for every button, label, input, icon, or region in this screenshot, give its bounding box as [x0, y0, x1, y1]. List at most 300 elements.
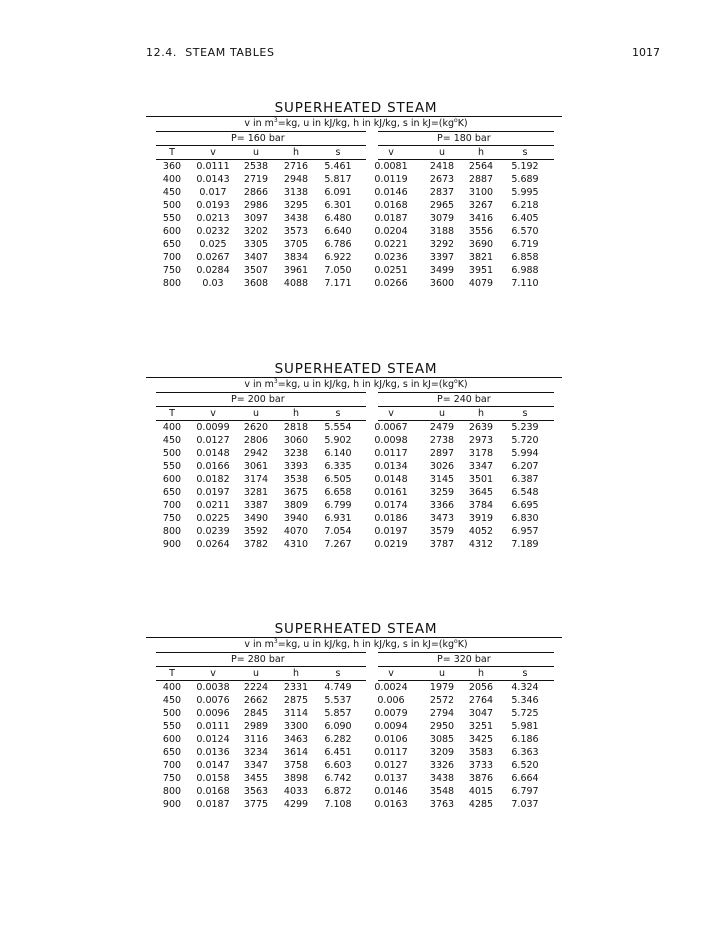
steam-table-block [146, 621, 562, 822]
table-cell: 0.0204 [374, 226, 408, 237]
right-pressure-label: P= 180 bar [437, 133, 491, 144]
table-cell: 3347 [468, 461, 494, 472]
table-cell: 3600 [429, 278, 455, 289]
table-cell: 2837 [429, 187, 455, 198]
table-cell: 0.0079 [374, 708, 408, 719]
table-cell: 0.0239 [196, 526, 230, 537]
table-cell: 0.0264 [196, 539, 230, 550]
table-cell: 2418 [429, 161, 455, 172]
table-cell: 6.091 [324, 187, 352, 198]
column-header: u [252, 408, 260, 419]
table-cell: 3758 [283, 760, 309, 771]
table-cell: 0.0024 [374, 682, 408, 693]
table-cell: 0.0197 [374, 526, 408, 537]
table-cell: 3473 [429, 513, 455, 524]
table-title: SUPERHEATED STEAM [274, 100, 438, 116]
table-area [146, 130, 562, 301]
units-text: K) [457, 379, 468, 390]
table-cell: 3782 [243, 539, 269, 550]
table-row [146, 681, 562, 694]
column-header: h [477, 147, 485, 158]
table-cell: 2764 [468, 695, 494, 706]
table-row [146, 199, 562, 212]
units-text: =kg, u in kJ/kg, h in kJ/kg, s in kJ=(kg [277, 639, 455, 650]
table-cell: 0.0161 [374, 487, 408, 498]
table-cell: 500 [162, 448, 182, 459]
table-area [146, 391, 562, 562]
table-cell: 550 [162, 213, 182, 224]
table-cell: 0.0117 [374, 448, 408, 459]
table-cell: 7.189 [511, 539, 539, 550]
table-cell: 2806 [243, 435, 269, 446]
table-cell: 3174 [243, 474, 269, 485]
table-cell: 2942 [243, 448, 269, 459]
units-superscript: o [454, 638, 458, 645]
table-cell: 0.0148 [374, 474, 408, 485]
table-cell: 3209 [429, 747, 455, 758]
table-cell: 0.0127 [374, 760, 408, 771]
table-cell: 2662 [243, 695, 269, 706]
table-cell: 7.171 [324, 278, 352, 289]
table-cell: 0.0099 [196, 422, 230, 433]
table-cell: 0.0148 [196, 448, 230, 459]
table-cell: 3326 [429, 760, 455, 771]
table-cell: 3259 [429, 487, 455, 498]
table-cell: 6.786 [324, 239, 352, 250]
table-cell: 3940 [283, 513, 309, 524]
left-pressure-label: P= 160 bar [231, 133, 285, 144]
units-text: v in m [244, 118, 274, 129]
column-header: u [438, 668, 446, 679]
table-cell: 3407 [243, 252, 269, 263]
section-number: 12.4. [146, 46, 177, 59]
table-cell: 0.0158 [196, 773, 230, 784]
table-cell: 3733 [468, 760, 494, 771]
table-cell: 2986 [243, 200, 269, 211]
table-row [146, 160, 562, 173]
table-cell: 0.006 [377, 695, 405, 706]
table-cell: 3416 [468, 213, 494, 224]
table-cell: 3614 [283, 747, 309, 758]
table-title: SUPERHEATED STEAM [274, 621, 438, 637]
table-cell: 6.658 [324, 487, 352, 498]
table-cell: 3675 [283, 487, 309, 498]
table-cell: 6.922 [324, 252, 352, 263]
table-cell: 5.689 [511, 174, 539, 185]
table-cell: 2794 [429, 708, 455, 719]
table-cell: 0.0076 [196, 695, 230, 706]
table-cell: 3425 [468, 734, 494, 745]
table-cell: 4310 [283, 539, 309, 550]
table-cell: 4299 [283, 799, 309, 810]
table-cell: 3251 [468, 721, 494, 732]
table-row [146, 212, 562, 225]
left-pressure-label: P= 280 bar [231, 654, 285, 665]
table-cell: 4070 [283, 526, 309, 537]
table-cell: 3787 [429, 539, 455, 550]
table-cell: 2224 [243, 682, 269, 693]
table-cell: 750 [162, 265, 182, 276]
table-cell: 0.0174 [374, 500, 408, 511]
column-header: s [335, 408, 341, 419]
table-cell: 2950 [429, 721, 455, 732]
table-cell: 3608 [243, 278, 269, 289]
table-cell: 6.570 [511, 226, 539, 237]
table-cell: 5.857 [324, 708, 352, 719]
table-cell: 0.0219 [374, 539, 408, 550]
units-superscript: 3 [273, 117, 278, 124]
table-cell: 2818 [283, 422, 309, 433]
table-cell: 0.0251 [374, 265, 408, 276]
units-text: K) [457, 639, 468, 650]
table-cell: 7.108 [324, 799, 352, 810]
column-header: T [169, 668, 175, 679]
table-cell: 3387 [243, 500, 269, 511]
table-cell: 6.520 [511, 760, 539, 771]
table-row [146, 225, 562, 238]
table-row [146, 421, 562, 434]
table-cell: 0.0166 [196, 461, 230, 472]
table-row [146, 173, 562, 186]
table-cell: 5.346 [511, 695, 539, 706]
table-cell: 0.0193 [196, 200, 230, 211]
table-cell: 5.725 [511, 708, 539, 719]
table-row [146, 733, 562, 746]
table-cell: 3951 [468, 265, 494, 276]
table-cell: 0.0266 [374, 278, 408, 289]
table-cell: 2875 [283, 695, 309, 706]
running-head [146, 46, 660, 59]
table-cell: 3834 [283, 252, 309, 263]
column-header: h [477, 668, 485, 679]
table-cell: 0.025 [199, 239, 227, 250]
column-header: s [335, 668, 341, 679]
table-cell: 600 [162, 226, 182, 237]
table-cell: 0.0081 [374, 161, 408, 172]
table-cell: 3026 [429, 461, 455, 472]
table-cell: 6.186 [511, 734, 539, 745]
column-header: s [522, 408, 528, 419]
table-cell: 750 [162, 773, 182, 784]
table-cell: 3438 [283, 213, 309, 224]
table-cell: 3305 [243, 239, 269, 250]
table-cell: 2989 [243, 721, 269, 732]
column-header: u [438, 147, 446, 158]
table-cell: 4033 [283, 786, 309, 797]
table-cell: 0.0147 [196, 760, 230, 771]
table-cell: 3705 [283, 239, 309, 250]
table-cell: 3821 [468, 252, 494, 263]
table-cell: 3501 [468, 474, 494, 485]
units-line [146, 117, 562, 130]
table-cell: 4.324 [511, 682, 539, 693]
table-cell: 2887 [468, 174, 494, 185]
table-cell: 4312 [468, 539, 494, 550]
table-cell: 0.0096 [196, 708, 230, 719]
table-row [146, 707, 562, 720]
table-cell: 600 [162, 734, 182, 745]
table-cell: 3202 [243, 226, 269, 237]
table-cell: 0.0187 [196, 799, 230, 810]
table-cell: 6.988 [511, 265, 539, 276]
table-cell: 6.505 [324, 474, 352, 485]
units-superscript: 3 [273, 378, 278, 385]
table-cell: 0.0232 [196, 226, 230, 237]
table-cell: 0.0221 [374, 239, 408, 250]
table-cell: 3556 [468, 226, 494, 237]
table-cell: 700 [162, 252, 182, 263]
column-header: s [335, 147, 341, 158]
units-text: =kg, u in kJ/kg, h in kJ/kg, s in kJ=(kg [277, 118, 455, 129]
table-cell: 0.0111 [196, 161, 230, 172]
column-header: s [522, 668, 528, 679]
table-cell: 3583 [468, 747, 494, 758]
table-cell: 0.0038 [196, 682, 230, 693]
table-cell: 4.749 [324, 682, 352, 693]
table-row [146, 694, 562, 707]
table-cell: 3490 [243, 513, 269, 524]
table-row [146, 538, 562, 551]
table-cell: 5.239 [511, 422, 539, 433]
table-cell: 0.0187 [374, 213, 408, 224]
units-superscript: 3 [273, 638, 278, 645]
left-pressure-label: P= 200 bar [231, 394, 285, 405]
table-cell: 0.0098 [374, 435, 408, 446]
table-cell: 3138 [283, 187, 309, 198]
table-cell: 5.994 [511, 448, 539, 459]
table-cell: 800 [162, 526, 182, 537]
table-cell: 2845 [243, 708, 269, 719]
table-cell: 800 [162, 278, 182, 289]
table-cell: 3347 [243, 760, 269, 771]
table-cell: 3366 [429, 500, 455, 511]
table-cell: 3463 [283, 734, 309, 745]
table-cell: 6.640 [324, 226, 352, 237]
table-cell: 400 [162, 174, 182, 185]
table-row [146, 512, 562, 525]
table-cell: 3784 [468, 500, 494, 511]
table-cell: 450 [162, 187, 182, 198]
table-cell: 4079 [468, 278, 494, 289]
table-cell: 6.090 [324, 721, 352, 732]
table-cell: 0.0117 [374, 747, 408, 758]
table-cell: 6.830 [511, 513, 539, 524]
table-cell: 0.0106 [374, 734, 408, 745]
table-cell: 0.017 [199, 187, 227, 198]
table-cell: 3234 [243, 747, 269, 758]
table-cell: 2948 [283, 174, 309, 185]
units-text: v in m [244, 379, 274, 390]
units-text: v in m [244, 639, 274, 650]
section-title: STEAM TABLES [185, 46, 275, 59]
table-cell: 2965 [429, 200, 455, 211]
table-cell: 550 [162, 721, 182, 732]
table-cell: 6.957 [511, 526, 539, 537]
table-cell: 4015 [468, 786, 494, 797]
table-row [146, 251, 562, 264]
table-row [146, 473, 562, 486]
table-cell: 6.858 [511, 252, 539, 263]
table-cell: 2572 [429, 695, 455, 706]
table-cell: 0.0182 [196, 474, 230, 485]
table-row [146, 434, 562, 447]
table-cell: 3438 [429, 773, 455, 784]
table-cell: 0.0267 [196, 252, 230, 263]
table-cell: 500 [162, 708, 182, 719]
table-cell: 3919 [468, 513, 494, 524]
table-cell: 0.0197 [196, 487, 230, 498]
table-cell: 2479 [429, 422, 455, 433]
column-header: v [210, 668, 216, 679]
table-cell: 3455 [243, 773, 269, 784]
table-cell: 700 [162, 500, 182, 511]
column-header: T [169, 408, 175, 419]
table-row [146, 460, 562, 473]
table-cell: 6.301 [324, 200, 352, 211]
table-cell: 3548 [429, 786, 455, 797]
column-header: u [252, 668, 260, 679]
table-cell: 0.0119 [374, 174, 408, 185]
table-cell: 0.03 [202, 278, 224, 289]
table-cell: 3295 [283, 200, 309, 211]
table-cell: 5.995 [511, 187, 539, 198]
table-cell: 400 [162, 422, 182, 433]
table-cell: 3507 [243, 265, 269, 276]
table-cell: 3060 [283, 435, 309, 446]
table-title: SUPERHEATED STEAM [274, 361, 438, 377]
table-row [146, 772, 562, 785]
table-cell: 6.140 [324, 448, 352, 459]
table-row [146, 785, 562, 798]
table-cell: 7.037 [511, 799, 539, 810]
table-cell: 0.0211 [196, 500, 230, 511]
units-line [146, 638, 562, 651]
table-cell: 2716 [283, 161, 309, 172]
table-cell: 0.0213 [196, 213, 230, 224]
table-row [146, 277, 562, 290]
table-row [146, 238, 562, 251]
table-cell: 3061 [243, 461, 269, 472]
column-header: h [477, 408, 485, 419]
table-cell: 3690 [468, 239, 494, 250]
table-cell: 6.664 [511, 773, 539, 784]
table-cell: 0.0163 [374, 799, 408, 810]
table-cell: 6.480 [324, 213, 352, 224]
column-header: h [292, 668, 300, 679]
table-row [146, 798, 562, 811]
table-cell: 500 [162, 200, 182, 211]
table-row [146, 499, 562, 512]
table-cell: 3563 [243, 786, 269, 797]
table-cell: 5.902 [324, 435, 352, 446]
table-cell: 3292 [429, 239, 455, 250]
table-cell: 6.719 [511, 239, 539, 250]
table-cell: 3097 [243, 213, 269, 224]
steam-table-block [146, 361, 562, 562]
table-cell: 2639 [468, 422, 494, 433]
column-header: v [388, 668, 394, 679]
table-cell: 3809 [283, 500, 309, 511]
table-cell: 3592 [243, 526, 269, 537]
table-cell: 4052 [468, 526, 494, 537]
table-cell: 0.0136 [196, 747, 230, 758]
table-row [146, 447, 562, 460]
table-cell: 5.192 [511, 161, 539, 172]
table-cell: 900 [162, 539, 182, 550]
table-cell: 5.461 [324, 161, 352, 172]
table-cell: 450 [162, 695, 182, 706]
table-cell: 6.207 [511, 461, 539, 472]
table-cell: 0.0067 [374, 422, 408, 433]
table-cell: 3300 [283, 721, 309, 732]
table-cell: 3238 [283, 448, 309, 459]
table-cell: 6.363 [511, 747, 539, 758]
table-cell: 3267 [468, 200, 494, 211]
table-cell: 6.872 [324, 786, 352, 797]
right-pressure-label: P= 320 bar [437, 654, 491, 665]
table-cell: 650 [162, 239, 182, 250]
table-row [146, 264, 562, 277]
units-text: =kg, u in kJ/kg, h in kJ/kg, s in kJ=(kg [277, 379, 455, 390]
table-cell: 3100 [468, 187, 494, 198]
page-number: 1017 [632, 46, 660, 59]
table-cell: 3775 [243, 799, 269, 810]
column-header: u [252, 147, 260, 158]
table-row [146, 720, 562, 733]
table-cell: 0.0134 [374, 461, 408, 472]
table-row [146, 486, 562, 499]
table-area [146, 651, 562, 822]
table-cell: 0.0186 [374, 513, 408, 524]
table-cell: 3763 [429, 799, 455, 810]
table-row [146, 746, 562, 759]
table-cell: 2056 [468, 682, 494, 693]
table-cell: 450 [162, 435, 182, 446]
table-cell: 3645 [468, 487, 494, 498]
table-cell: 4088 [283, 278, 309, 289]
table-cell: 2538 [243, 161, 269, 172]
table-cell: 6.799 [324, 500, 352, 511]
steam-table-block [146, 100, 562, 301]
table-cell: 2973 [468, 435, 494, 446]
table-cell: 5.981 [511, 721, 539, 732]
table-cell: 360 [162, 161, 182, 172]
table-cell: 0.0146 [374, 187, 408, 198]
table-cell: 3898 [283, 773, 309, 784]
table-cell: 900 [162, 799, 182, 810]
table-cell: 0.0236 [374, 252, 408, 263]
table-cell: 1979 [429, 682, 455, 693]
table-cell: 3188 [429, 226, 455, 237]
column-header: u [438, 408, 446, 419]
table-cell: 750 [162, 513, 182, 524]
table-cell: 3538 [283, 474, 309, 485]
table-cell: 6.695 [511, 500, 539, 511]
table-cell: 7.110 [511, 278, 539, 289]
table-cell: 650 [162, 487, 182, 498]
column-header: s [522, 147, 528, 158]
table-cell: 7.050 [324, 265, 352, 276]
table-cell: 700 [162, 760, 182, 771]
table-cell: 650 [162, 747, 182, 758]
table-cell: 6.387 [511, 474, 539, 485]
table-cell: 6.742 [324, 773, 352, 784]
table-cell: 3178 [468, 448, 494, 459]
table-cell: 0.0146 [374, 786, 408, 797]
table-cell: 0.0168 [374, 200, 408, 211]
table-cell: 3876 [468, 773, 494, 784]
column-header: v [388, 147, 394, 158]
